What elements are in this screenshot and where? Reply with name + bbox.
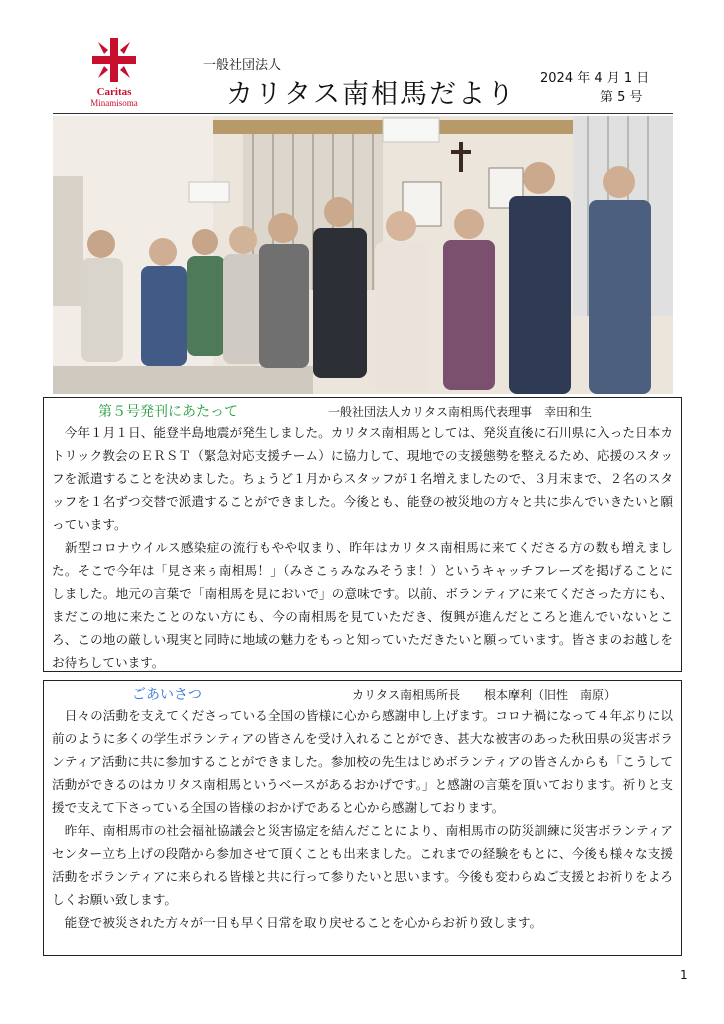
page-number: 1 [680, 968, 688, 982]
section2-author: カリタス南相馬所長 根本摩利（旧性 南原） [352, 688, 617, 702]
newsletter-title: カリタス南相馬だより [226, 79, 516, 110]
logo-city-text: Minamisoma [90, 98, 138, 108]
header-rule [53, 113, 673, 114]
section-first-issue [43, 397, 682, 672]
publication-date: 2024 年 4 月 1 日 [540, 71, 650, 86]
caritas-flame-cross-icon [90, 36, 138, 84]
section1-author: 一般社団法人カリタス南相馬代表理事 幸田和生 [328, 405, 593, 419]
section1-title: 第５号発刊にあたって [98, 404, 238, 420]
issue-number: 第 5 号 [600, 90, 643, 105]
section1-paragraph: 今年１月１日、能登半島地震が発生しました。カリタス南相馬としては、発災直後に石川県に入った日本カトリック教会のＥＲＳＴ（緊急対応支援チーム）に協力して、現地での支援態勢を整えるため、応援のスタッフを派遣することを決めました。ちょうど１月からスタッフが１名増えましたので、３月末まで、２名のスタッフを１名ずつ交替で派遣することができました。今後とも、能登の被災地の方々と共に歩んでいきたいと願っています。 [52, 425, 673, 532]
section2-paragraph: 能登で被災された方々が一日も早く日常を取り戻せることを心からお祈り致します。 [52, 915, 543, 930]
section2-paragraph: 昨年、南相馬市の社会福祉協議会と災害協定を結んだことにより、南相馬市の防災訓練に災害ボランティアセンター立ち上げの段階から参加させて頂くことも出来ました。これまでの経験をもとに、今後も様々な支援活動をボランティアに来られる皆様と共に行って参りたいと思います。今後も変わらぬご支援とお祈りをよろしくお願い致します。 [52, 823, 673, 907]
group-photo [53, 116, 673, 394]
section2-paragraph: 日々の活動を支えてくださっている全国の皆様に心から感謝申し上げます。コロナ禍になって４年ぶりに以前のように多くの学生ボランティアの皆さんを受け入れることができ、甚大な被害のあった秋田県の災害ボランティア活動に共に参加することができました。参加校の先生はじめボランティアの皆さんからも「こうして活動ができるのはカリタス南相馬というベースがあるおかげです。」と感謝の言葉を頂いております。祈りと支援で支えて下さっている全国の皆様のおかげであると心から感謝しております。 [52, 708, 673, 815]
section1-paragraph: 新型コロナウイルス感染症の流行もやや収まり、昨年はカリタス南相馬に来てくださる方の数も増えました。そこで今年は「見さ来ぅ南相馬！」（みさこぅみなみそうま！）というキャッチフレーズを掲げることにしました。地元の言葉で「南相馬を見においで」の意味です。以前、ボランティアに来てくださった方にも、まだこの地に来たことのない方にも、今の南相馬を見ていただき、復興が進んだところと進んでいないところ、この地の厳しい現実と同時に地域の魅力をもっと知っていただきたいと願っています。皆さまのお越しをお待ちしています。 [52, 540, 673, 670]
caritas-logo [88, 36, 140, 108]
section-greeting [43, 680, 682, 956]
section2-title: ごあいさつ [132, 687, 202, 703]
logo-brand-text: Caritas [96, 86, 132, 98]
org-type: 一般社団法人 [203, 58, 282, 73]
